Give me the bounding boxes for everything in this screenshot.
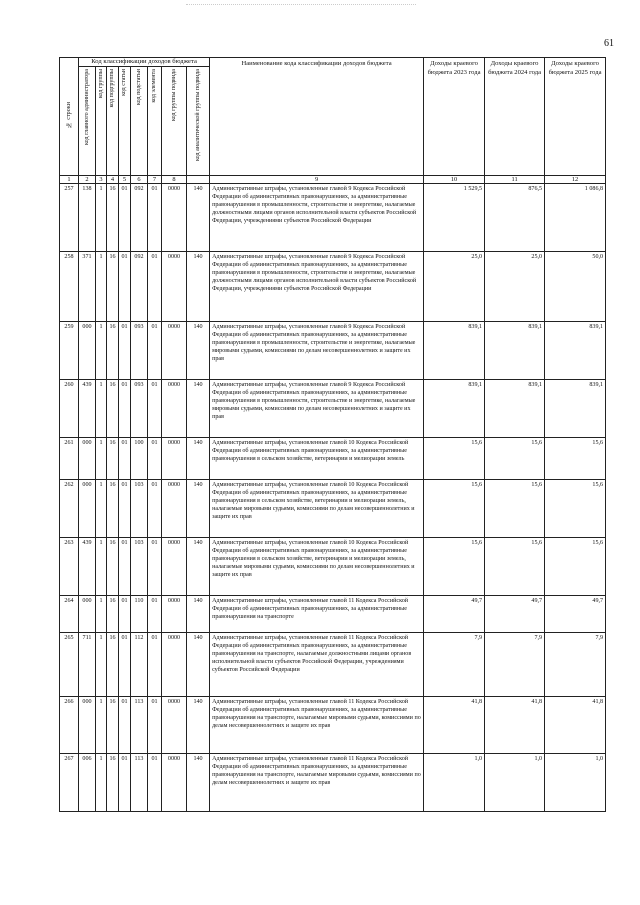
code-subgroup: 16	[107, 538, 119, 596]
table-row	[60, 538, 606, 596]
code-admin: 138	[79, 184, 96, 252]
row-number: 263	[60, 538, 79, 596]
code-element: 01	[148, 697, 162, 754]
code-article: 01	[119, 252, 131, 322]
column-number: 1	[60, 176, 79, 184]
column-number	[187, 176, 210, 184]
code-analytic-group: 140	[187, 596, 210, 633]
income-2025: 15,6	[545, 438, 606, 480]
code-group: 1	[96, 596, 107, 633]
revenue-name: Административные штрафы, установленные главой 9 Кодекса Российской Федерации об административных правонарушениях, за административные правонарушения в промышленности, строительстве и энергетике, налагаемые мировыми судьями, комиссиями по делам несовершеннолетних и защите их прав	[210, 322, 424, 380]
code-analytic-group: 140	[187, 184, 210, 252]
table-body	[60, 184, 606, 812]
header-income-2023: Доходы краевого бюджета 2023 года	[424, 58, 485, 176]
income-2023: 25,0	[424, 252, 485, 322]
table-row	[60, 322, 606, 380]
income-2023: 49,7	[424, 596, 485, 633]
revenue-name: Административные штрафы, установленные главой 10 Кодекса Российской Федерации об административных правонарушениях, за административные правонарушения в сельском хозяйстве, ветеринарии и мелиорации земель	[210, 438, 424, 480]
code-subarticle: 093	[131, 322, 148, 380]
code-article: 01	[119, 596, 131, 633]
column-number: 12	[545, 176, 606, 184]
budget-revenue-table	[59, 57, 606, 812]
code-group: 1	[96, 697, 107, 754]
income-2024: 25,0	[485, 252, 545, 322]
code-admin: 000	[79, 480, 96, 538]
header-code-group: код группы	[96, 67, 107, 176]
code-subarticle: 093	[131, 380, 148, 438]
income-2025: 15,6	[545, 538, 606, 596]
code-subarticle: 103	[131, 480, 148, 538]
scan-edge-mark	[186, 2, 416, 5]
code-analytic-group: 140	[187, 438, 210, 480]
code-subarticle: 092	[131, 252, 148, 322]
row-number: 260	[60, 380, 79, 438]
income-2023: 41,8	[424, 697, 485, 754]
code-admin: 711	[79, 633, 96, 697]
row-number: 266	[60, 697, 79, 754]
code-admin: 000	[79, 697, 96, 754]
code-subgroup: 16	[107, 380, 119, 438]
income-2025: 41,8	[545, 697, 606, 754]
revenue-name: Административные штрафы, установленные главой 9 Кодекса Российской Федерации об административных правонарушениях, за административные правонарушения в промышленности, строительстве и энергетике, налагаемые мировыми судьями, комиссиями по делам несовершеннолетних и защите их прав	[210, 380, 424, 438]
code-group: 1	[96, 438, 107, 480]
column-number: 11	[485, 176, 545, 184]
income-2023: 839,1	[424, 322, 485, 380]
code-subtype-group: 0000	[162, 697, 187, 754]
header-code-article: код статьи	[119, 67, 131, 176]
code-group: 1	[96, 538, 107, 596]
column-number: 3	[96, 176, 107, 184]
income-2023: 15,6	[424, 480, 485, 538]
code-subtype-group: 0000	[162, 380, 187, 438]
code-analytic-group: 140	[187, 252, 210, 322]
code-group: 1	[96, 380, 107, 438]
table-row	[60, 754, 606, 812]
revenue-name: Административные штрафы, установленные главой 11 Кодекса Российской Федерации об административных правонарушениях, за административные правонарушения на транспорте, налагаемые мировыми судьями, комиссиями по делам несовершеннолетних и защите их прав	[210, 754, 424, 812]
code-element: 01	[148, 633, 162, 697]
code-analytic-group: 140	[187, 633, 210, 697]
header-code-element: код элемента	[148, 67, 162, 176]
income-2024: 876,5	[485, 184, 545, 252]
table-row	[60, 596, 606, 633]
column-number: 4	[107, 176, 119, 184]
code-subtype-group: 0000	[162, 322, 187, 380]
header-row-number: № строки	[60, 58, 79, 176]
header-name: Наименование кода классификации доходов бюджета	[210, 58, 424, 176]
code-element: 01	[148, 252, 162, 322]
code-subtype-group: 0000	[162, 252, 187, 322]
income-2023: 1 529,5	[424, 184, 485, 252]
table-row	[60, 633, 606, 697]
code-subgroup: 16	[107, 480, 119, 538]
code-group: 1	[96, 480, 107, 538]
table-row	[60, 184, 606, 252]
code-admin: 439	[79, 538, 96, 596]
code-article: 01	[119, 438, 131, 480]
column-number: 2	[79, 176, 96, 184]
header-code-admin: код главного администратора	[79, 67, 96, 176]
code-article: 01	[119, 322, 131, 380]
code-element: 01	[148, 480, 162, 538]
income-2023: 1,0	[424, 754, 485, 812]
code-analytic-group: 140	[187, 697, 210, 754]
table-row	[60, 252, 606, 322]
income-2024: 839,1	[485, 380, 545, 438]
code-article: 01	[119, 380, 131, 438]
code-subgroup: 16	[107, 252, 119, 322]
income-2023: 15,6	[424, 538, 485, 596]
code-subgroup: 16	[107, 438, 119, 480]
income-2024: 41,8	[485, 697, 545, 754]
income-2025: 15,6	[545, 480, 606, 538]
code-admin: 000	[79, 438, 96, 480]
code-article: 01	[119, 184, 131, 252]
header-codes-group: Код классификации доходов бюджета	[79, 58, 210, 67]
row-number: 259	[60, 322, 79, 380]
code-subarticle: 113	[131, 697, 148, 754]
column-number: 7	[148, 176, 162, 184]
code-subgroup: 16	[107, 697, 119, 754]
code-subgroup: 16	[107, 322, 119, 380]
code-subtype-group: 0000	[162, 633, 187, 697]
income-2025: 50,0	[545, 252, 606, 322]
code-group: 1	[96, 633, 107, 697]
code-group: 1	[96, 252, 107, 322]
code-article: 01	[119, 697, 131, 754]
table-header	[60, 58, 606, 184]
code-analytic-group: 140	[187, 538, 210, 596]
code-group: 1	[96, 322, 107, 380]
code-article: 01	[119, 633, 131, 697]
code-article: 01	[119, 538, 131, 596]
code-subtype-group: 0000	[162, 538, 187, 596]
code-subtype-group: 0000	[162, 596, 187, 633]
header-income-2025: Доходы краевого бюджета 2025 года	[545, 58, 606, 176]
revenue-name: Административные штрафы, установленные главой 11 Кодекса Российской Федерации об административных правонарушениях, за административные правонарушения на транспорте, налагаемые мировыми судьями, комиссиями по делам несовершеннолетних и защите их прав	[210, 697, 424, 754]
code-subarticle: 103	[131, 538, 148, 596]
code-admin: 439	[79, 380, 96, 438]
row-number: 257	[60, 184, 79, 252]
code-article: 01	[119, 754, 131, 812]
header-code-subarticle: код подстатьи	[131, 67, 148, 176]
code-subtype-group: 0000	[162, 184, 187, 252]
income-2024: 15,6	[485, 538, 545, 596]
row-number: 261	[60, 438, 79, 480]
revenue-name: Административные штрафы, установленные главой 9 Кодекса Российской Федерации об административных правонарушениях, за административные правонарушения в промышленности, строительстве и энергетике, налагаемые должностными лицами органов исполнительной власти субъектов Российской Федерации, учреждениями субъектов Российской Федерации	[210, 252, 424, 322]
income-2025: 839,1	[545, 380, 606, 438]
column-number-row	[60, 176, 606, 184]
code-subtype-group: 0000	[162, 438, 187, 480]
code-subtype-group: 0000	[162, 480, 187, 538]
code-article: 01	[119, 480, 131, 538]
revenue-name: Административные штрафы, установленные главой 10 Кодекса Российской Федерации об административных правонарушениях, за административные правонарушения в сельском хозяйстве, ветеринарии и мелиорации земель, налагаемые мировыми судьями, комиссиями по делам несовершеннолетних и защите их прав	[210, 480, 424, 538]
code-element: 01	[148, 380, 162, 438]
code-subarticle: 112	[131, 633, 148, 697]
income-2025: 1,0	[545, 754, 606, 812]
header-income-2024: Доходы краевого бюджета 2024 года	[485, 58, 545, 176]
code-element: 01	[148, 596, 162, 633]
header-code-subtype-group: код группы подвида	[162, 67, 187, 176]
row-number: 258	[60, 252, 79, 322]
table-row	[60, 697, 606, 754]
income-2025: 7,9	[545, 633, 606, 697]
header-code-subgroup: код подгруппы	[107, 67, 119, 176]
code-subtype-group: 0000	[162, 754, 187, 812]
row-number: 265	[60, 633, 79, 697]
revenue-name: Административные штрафы, установленные главой 10 Кодекса Российской Федерации об административных правонарушениях, за административные правонарушения в сельском хозяйстве, ветеринарии и мелиорации земель, налагаемые мировыми судьями, комиссиями по делам несовершеннолетних и защите их прав	[210, 538, 424, 596]
code-element: 01	[148, 754, 162, 812]
revenue-name: Административные штрафы, установленные главой 9 Кодекса Российской Федерации об административных правонарушениях, за административные правонарушения в промышленности, строительстве и энергетике, налагаемые должностными лицами органов исполнительной власти субъектов Российской Федерации, учреждениями субъектов Российской Федерации	[210, 184, 424, 252]
income-2024: 839,1	[485, 322, 545, 380]
income-2025: 1 086,8	[545, 184, 606, 252]
code-element: 01	[148, 322, 162, 380]
revenue-name: Административные штрафы, установленные главой 11 Кодекса Российской Федерации об административных правонарушениях, за административные правонарушения на транспорте	[210, 596, 424, 633]
code-admin: 000	[79, 596, 96, 633]
income-2023: 7,9	[424, 633, 485, 697]
column-number: 6	[131, 176, 148, 184]
income-2023: 839,1	[424, 380, 485, 438]
row-number: 267	[60, 754, 79, 812]
income-2023: 15,6	[424, 438, 485, 480]
code-admin: 371	[79, 252, 96, 322]
code-analytic-group: 140	[187, 754, 210, 812]
row-number: 262	[60, 480, 79, 538]
code-subgroup: 16	[107, 596, 119, 633]
code-subgroup: 16	[107, 633, 119, 697]
income-2024: 15,6	[485, 438, 545, 480]
column-number: 8	[162, 176, 187, 184]
income-2025: 49,7	[545, 596, 606, 633]
income-2024: 7,9	[485, 633, 545, 697]
code-subarticle: 092	[131, 184, 148, 252]
code-element: 01	[148, 438, 162, 480]
income-2024: 15,6	[485, 480, 545, 538]
income-2024: 49,7	[485, 596, 545, 633]
code-subgroup: 16	[107, 754, 119, 812]
income-2024: 1,0	[485, 754, 545, 812]
header-code-analytic-group: код аналитической группы подвида	[187, 67, 210, 176]
table-row	[60, 380, 606, 438]
column-number: 5	[119, 176, 131, 184]
income-2025: 839,1	[545, 322, 606, 380]
code-analytic-group: 140	[187, 380, 210, 438]
revenue-name: Административные штрафы, установленные главой 11 Кодекса Российской Федерации об административных правонарушениях, за административные правонарушения на транспорте, налагаемые должностными лицами органов исполнительной власти субъектов Российской Федерации, учреждениями субъектов Российской Федерации	[210, 633, 424, 697]
code-subarticle: 113	[131, 754, 148, 812]
code-element: 01	[148, 184, 162, 252]
code-group: 1	[96, 754, 107, 812]
code-admin: 000	[79, 322, 96, 380]
table-row	[60, 480, 606, 538]
row-number: 264	[60, 596, 79, 633]
code-analytic-group: 140	[187, 322, 210, 380]
code-subgroup: 16	[107, 184, 119, 252]
code-group: 1	[96, 184, 107, 252]
code-subarticle: 100	[131, 438, 148, 480]
column-number: 10	[424, 176, 485, 184]
page-number: 61	[604, 38, 614, 49]
code-analytic-group: 140	[187, 480, 210, 538]
code-admin: 006	[79, 754, 96, 812]
table-row	[60, 438, 606, 480]
column-number: 9	[210, 176, 424, 184]
code-subarticle: 110	[131, 596, 148, 633]
code-element: 01	[148, 538, 162, 596]
